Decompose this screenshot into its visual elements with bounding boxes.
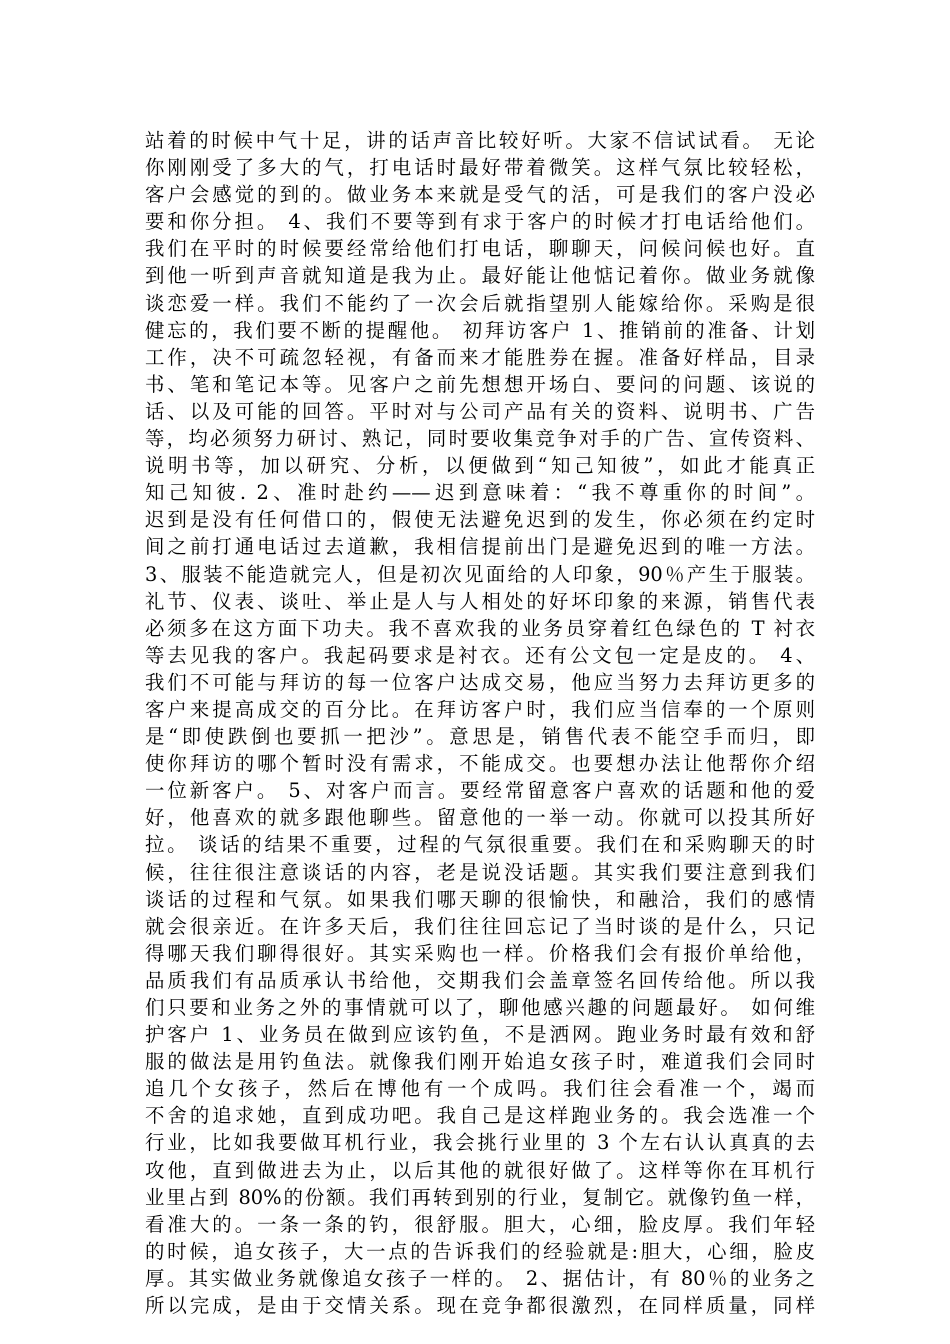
text-line: 拉。 谈话的结果不重要，过程的气氛很重要。我们在和采购聊天的时 xyxy=(145,833,815,857)
text-line: 护客户 1、业务员在做到应该钓鱼，不是洒网。跑业务时最有效和舒 xyxy=(145,1023,815,1047)
text-line: 话、以及可能的回答。平时对与公司产品有关的资料、说明书、广告 xyxy=(145,399,815,423)
text-line: 谈话的过程和气氛。如果我们哪天聊的很愉快，和融洽，我们的感情 xyxy=(145,887,815,911)
text-line: 行业，比如我要做耳机行业，我会挑行业里的 3 个左右认认真真的去 xyxy=(145,1131,815,1155)
text-line: 到他一听到声音就知道是我为止。最好能让他惦记着你。做业务就像 xyxy=(145,264,815,288)
text-line: 使你拜访的哪个暂时没有需求，不能成交。也要想办法让他帮你介绍 xyxy=(145,752,815,776)
text-line: 的时候，追女孩子，大一点的告诉我们的经验就是:胆大，心细，脸皮 xyxy=(145,1239,815,1263)
text-line: 们只要和业务之外的事情就可以了，聊他感兴趣的问题最好。 如何维 xyxy=(145,996,815,1019)
text-line: 就会很亲近。在许多天后，我们往往回忘记了当时谈的是什么，只记 xyxy=(145,914,815,938)
text-line: 所以完成，是由于交情关系。现在竞争都很激烈，在同样质量，同样 xyxy=(145,1294,815,1318)
text-line: 得哪天我们聊得很好。其实采购也一样。价格我们会有报价单给他， xyxy=(145,941,815,965)
text-line: 迟到是没有任何借口的，假使无法避免迟到的发生，你必须在约定时 xyxy=(145,508,815,532)
text-line: 业里占到 80%的份额。我们再转到别的行业，复制它。就像钓鱼一样， xyxy=(145,1185,815,1209)
text-line: 你刚刚受了多大的气，打电话时最好带着微笑。这样气氛比较轻松， xyxy=(145,156,815,180)
text-line: 候，往往很注意谈话的内容，老是说没话题。其实我们要注意到我们 xyxy=(145,860,815,884)
body-text xyxy=(145,127,815,1319)
text-line: 等，均必须努力研讨、熟记，同时要收集竞争对手的广告、宣传资料、 xyxy=(145,427,815,451)
text-line: 必须多在这方面下功夫。我不喜欢我的业务员穿着红色绿色的 T 衬衣 xyxy=(145,616,815,640)
text-line: 好，他喜欢的就多跟他聊些。留意他的一举一动。你就可以投其所好 xyxy=(145,806,815,830)
text-line: 看准大的。一条一条的钓，很舒服。胆大，心细，脸皮厚。我们年轻 xyxy=(145,1212,815,1236)
text-line: 追几个女孩子，然后在博他有一个成吗。我们往会看准一个，竭而 xyxy=(145,1077,815,1101)
text-line: 客户来提高成交的百分比。在拜访客户时，我们应当信奉的一个原则 xyxy=(145,697,815,721)
text-line: 我们不可能与拜访的每一位客户达成交易，他应当努力去拜访更多的 xyxy=(145,670,815,694)
text-line: 间之前打通电话过去道歉，我相信提前出门是避免迟到的唯一方法。 xyxy=(145,535,815,559)
text-line: 一位新客户。 5、对客户而言。要经常留意客户喜欢的话题和他的爱 xyxy=(145,779,815,803)
text-line: 健忘的，我们要不断的提醒他。 初拜访客户 1、推销前的准备、计划 xyxy=(145,318,815,342)
text-line: 知己知彼. 2、准时赴约——迟到意味着：“我不尊重你的时间”。 xyxy=(145,481,815,505)
text-line: 攻他，直到做进去为止，以后其他的就很好做了。这样等你在耳机行 xyxy=(145,1158,815,1182)
text-line: 厚。其实做业务就像追女孩子一样的。 2、据估计，有 80％的业务之 xyxy=(145,1266,815,1290)
text-line: 工作，决不可疏忽轻视，有备而来才能胜券在握。准备好样品，目录 xyxy=(145,345,815,369)
text-line: 站着的时候中气十足，讲的话声音比较好听。大家不信试试看。 无论 xyxy=(145,129,815,152)
text-line: 我们在平时的时候要经常给他们打电话，聊聊天，问候问候也好。直 xyxy=(145,237,815,261)
text-line: 谈恋爱一样。我们不能约了一次会后就指望别人能嫁给你。采购是很 xyxy=(145,291,815,315)
text-line: 3、服装不能造就完人，但是初次见面给的人印象，90％产生于服装。 xyxy=(145,562,815,586)
text-line: 是“即使跌倒也要抓一把沙”。意思是，销售代表不能空手而归，即 xyxy=(145,725,815,749)
text-line: 客户会感觉的到的。做业务本来就是受气的活，可是我们的客户没必 xyxy=(145,183,815,207)
text-line: 礼节、仪表、谈吐、举止是人与人相处的好坏印象的来源，销售代表 xyxy=(145,589,815,613)
text-line: 书、笔和笔记本等。见客户之前先想想开场白、要问的问题、该说的 xyxy=(145,372,815,396)
text-line: 等去见我的客户。我起码要求是衬衣。还有公文包一定是皮的。 4、 xyxy=(145,643,815,667)
text-line: 要和你分担。 4、我们不要等到有求于客户的时候才打电话给他们。 xyxy=(145,210,815,234)
text-line: 品质我们有品质承认书给他，交期我们会盖章签名回传给他。所以我 xyxy=(145,968,815,992)
text-line: 服的做法是用钓鱼法。就像我们刚开始追女孩子时，难道我们会同时 xyxy=(145,1050,815,1074)
text-line: 说明书等，加以研究、分析，以便做到“知己知彼”，如此才能真正 xyxy=(145,454,815,478)
text-line: 不舍的追求她，直到成功吧。我自己是这样跑业务的。我会选准一个 xyxy=(145,1104,815,1128)
